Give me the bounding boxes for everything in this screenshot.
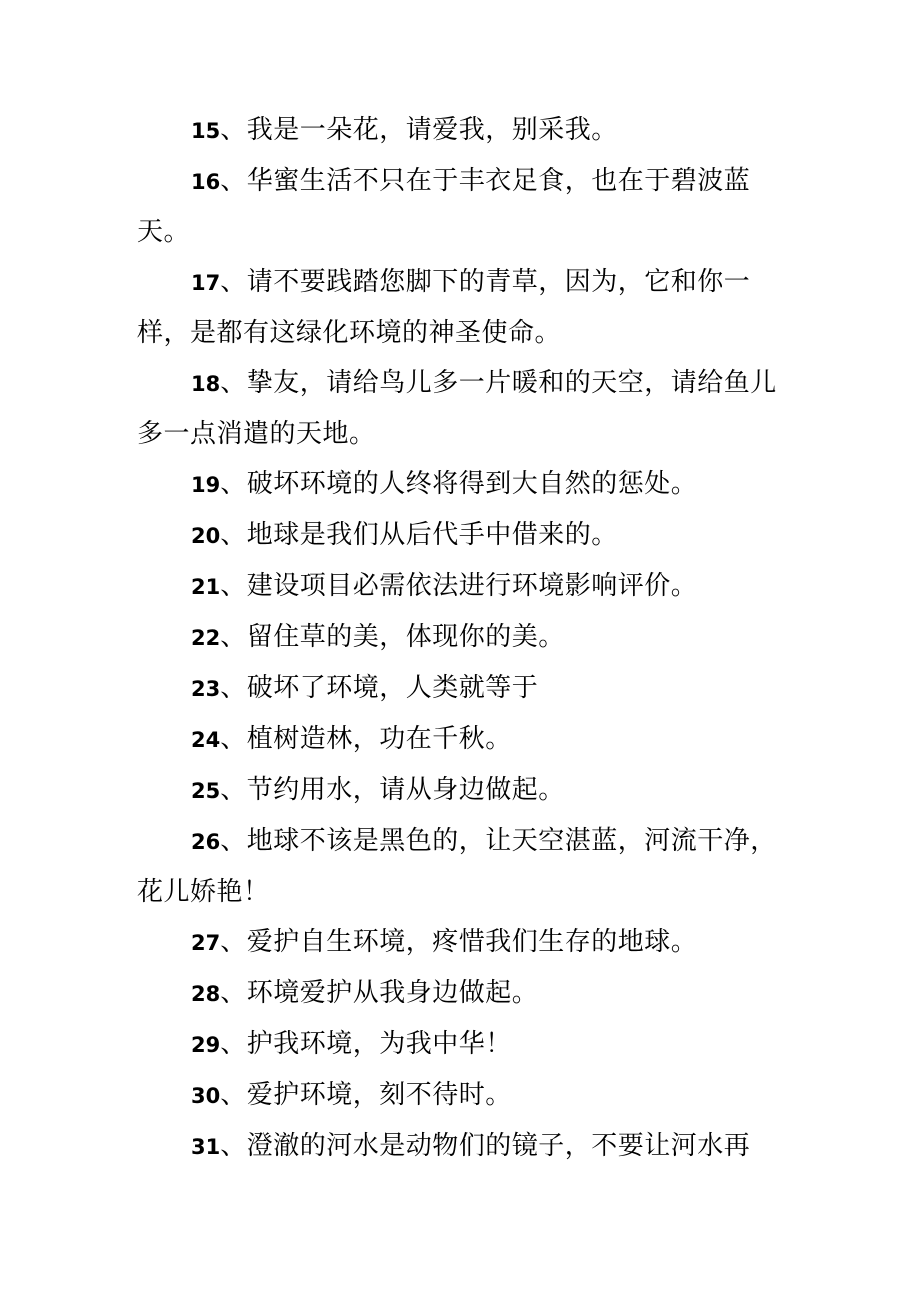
- item-text: 、地球是我们从后代手中借来的。: [220, 520, 618, 550]
- item-text: 、爱护环境，刻不待时。: [220, 1080, 512, 1110]
- list-item: [137, 816, 777, 917]
- item-text: 、环境爱护从我身边做起。: [220, 978, 539, 1008]
- item-text: 、挚友，请给鸟儿多一片暖和的天空，请给鱼儿多一点消遣的天地。: [137, 368, 777, 449]
- item-text: 、地球不该是黑色的，让天空湛蓝，河流干净，花儿娇艳！: [137, 826, 777, 907]
- list-item: [137, 358, 777, 459]
- item-text: 、华蜜生活不只在于丰衣足食，也在于碧波蓝天。: [137, 166, 751, 247]
- list-item: [137, 1019, 777, 1070]
- item-number: 24: [191, 728, 221, 752]
- item-number: 18: [191, 372, 221, 396]
- list-item: [137, 1070, 777, 1121]
- item-text: 、植树造林，功在千秋。: [220, 724, 512, 754]
- list-item: [137, 105, 777, 156]
- item-number: 25: [191, 779, 221, 803]
- list-item: [137, 257, 777, 358]
- list-item: [137, 612, 777, 663]
- slogan-list: [137, 105, 777, 1172]
- item-number: 30: [191, 1084, 221, 1108]
- list-item: [137, 714, 777, 765]
- item-text: 、澄澈的河水是动物们的镜子，不要让河水再: [220, 1131, 751, 1161]
- list-item: [137, 561, 777, 612]
- list-item: [137, 917, 777, 968]
- item-number: 15: [191, 119, 221, 143]
- list-item: [137, 968, 777, 1019]
- list-item: [137, 765, 777, 816]
- list-item: [137, 663, 777, 714]
- item-text: 、请不要践踏您脚下的青草，因为，它和你一样，是都有这绿化环境的神圣使命。: [137, 267, 751, 348]
- item-number: 23: [191, 677, 221, 701]
- item-text: 、节约用水，请从身边做起。: [220, 775, 565, 805]
- item-number: 22: [191, 626, 221, 650]
- item-number: 27: [191, 931, 221, 955]
- item-text: 、破坏了环境，人类就等于: [220, 673, 539, 703]
- item-text: 、破坏环境的人终将得到大自然的惩处。: [220, 469, 698, 499]
- item-number: 19: [191, 473, 221, 497]
- item-text: 、护我环境，为我中华！: [220, 1029, 512, 1059]
- list-item: [137, 156, 777, 257]
- item-text: 、建设项目必需依法进行环境影响评价。: [220, 571, 698, 601]
- item-number: 16: [191, 170, 221, 194]
- item-text: 、爱护自生环境，疼惜我们生存的地球。: [220, 927, 698, 957]
- list-item: [137, 510, 777, 561]
- item-number: 31: [191, 1135, 221, 1159]
- item-text: 、我是一朵花，请爱我，别采我。: [220, 115, 618, 145]
- item-number: 21: [191, 575, 221, 599]
- item-number: 28: [191, 982, 221, 1006]
- item-number: 29: [191, 1033, 221, 1057]
- list-item: [137, 1121, 777, 1172]
- item-number: 20: [191, 524, 221, 548]
- item-number: 26: [191, 830, 221, 854]
- item-number: 17: [191, 271, 221, 295]
- item-text: 、留住草的美，体现你的美。: [220, 622, 565, 652]
- list-item: [137, 459, 777, 510]
